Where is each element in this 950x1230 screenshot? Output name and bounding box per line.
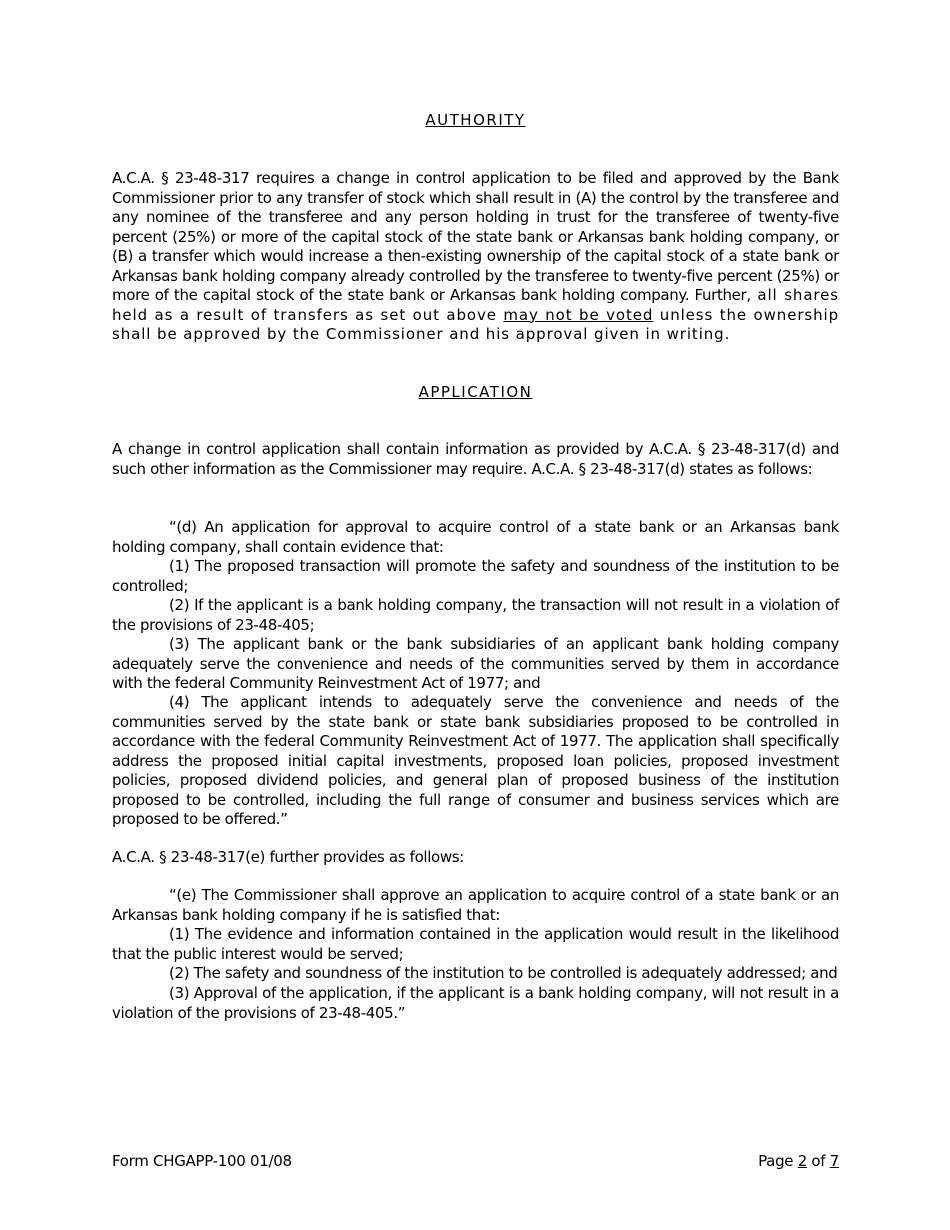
section-e-item-3: (3) Approval of the application, if the applicant is a bank holding company, will not result in a violation of the provisions of 23-48-405.” — [112, 984, 839, 1022]
authority-paragraph — [112, 169, 839, 345]
authority-text-c: unless the ownership shall be approved by the Commissioner and his approval given in writing. — [112, 305, 840, 343]
section-d-item-2: (2) If the applicant is a bank holding company, the transaction will not result in a violation of the provisions of 23-48-405; — [112, 596, 839, 634]
section-d-item-3: (3) The applicant bank or the bank subsidiaries of an applicant bank holding company adequately serve the convenience and needs of the communities served by them in accordance with the federal Community Reinvestment Act of 1977; and — [112, 635, 839, 692]
section-e-item-2: (2) The safety and soundness of the institution to be controlled is adequately addressed; and — [169, 964, 838, 982]
form-number: Form CHGAPP-100 01/08 — [112, 1152, 292, 1170]
authority-heading: AUTHORITY — [425, 111, 526, 129]
authority-text-underlined: may not be voted — [503, 305, 654, 324]
page-prefix: Page — [758, 1152, 798, 1170]
page-of: of — [806, 1152, 830, 1170]
section-e-lead: A.C.A. § 23-48-317(e) further provides as follows: — [112, 848, 464, 866]
section-e-intro: “(e) The Commissioner shall approve an application to acquire control of a state bank or an Arkansas bank holding company if he is satisfied that: — [112, 886, 839, 924]
section-e-item-1: (1) The evidence and information contained in the application would result in the likelihood that the public interest would be served; — [112, 925, 839, 963]
page-total: 7 — [829, 1152, 839, 1170]
section-d-item-4: (4) The applicant intends to adequately serve the convenience and needs of the communities served by the state bank or state bank subsidiaries proposed to be controlled in accordance with the federal Community Reinvestment Act of 1977. The application shall specifically address the proposed initial capital investments, proposed loan policies, proposed investment policies, proposed dividend policies, and general plan of proposed business of the institution proposed to be controlled, including the full range of consumer and business services which are proposed to be offered.” — [112, 693, 839, 828]
application-intro: A change in control application shall contain information as provided by A.C.A. § 23-48-317(d) and such other information as the Commissioner may require. A.C.A. § 23-48-317(d) states as follows: — [112, 440, 839, 478]
section-d-item-1: (1) The proposed transaction will promote the safety and soundness of the institution to be controlled; — [112, 557, 839, 595]
application-heading: APPLICATION — [418, 383, 533, 401]
authority-text-a: A.C.A. § 23-48-317 requires a change in control application to be filed and approved by the Bank Commissioner prior to any transfer of stock which shall result in (A) the control by the transferee and any nominee of the transferee and any person holding in trust for the transferee of twenty-five percent (25%) or more of the capital stock of the state bank or Arkansas bank holding company, or (B) a transfer which would increase a then-existing ownership of the capital stock of a state bank or Arkansas bank holding company already controlled by the transferee to twenty-five percent (25%) or more of the capital stock of the state bank or Arkansas bank holding company. Further, — [112, 169, 839, 304]
page-indicator — [758, 1152, 839, 1170]
page-number: 2 — [797, 1152, 807, 1170]
section-d-intro: “(d) An application for approval to acquire control of a state bank or an Arkansas bank holding company, shall contain evidence that: — [112, 518, 839, 556]
authority-text-b: all shares held as a result of transfers as set out above — [112, 286, 840, 324]
